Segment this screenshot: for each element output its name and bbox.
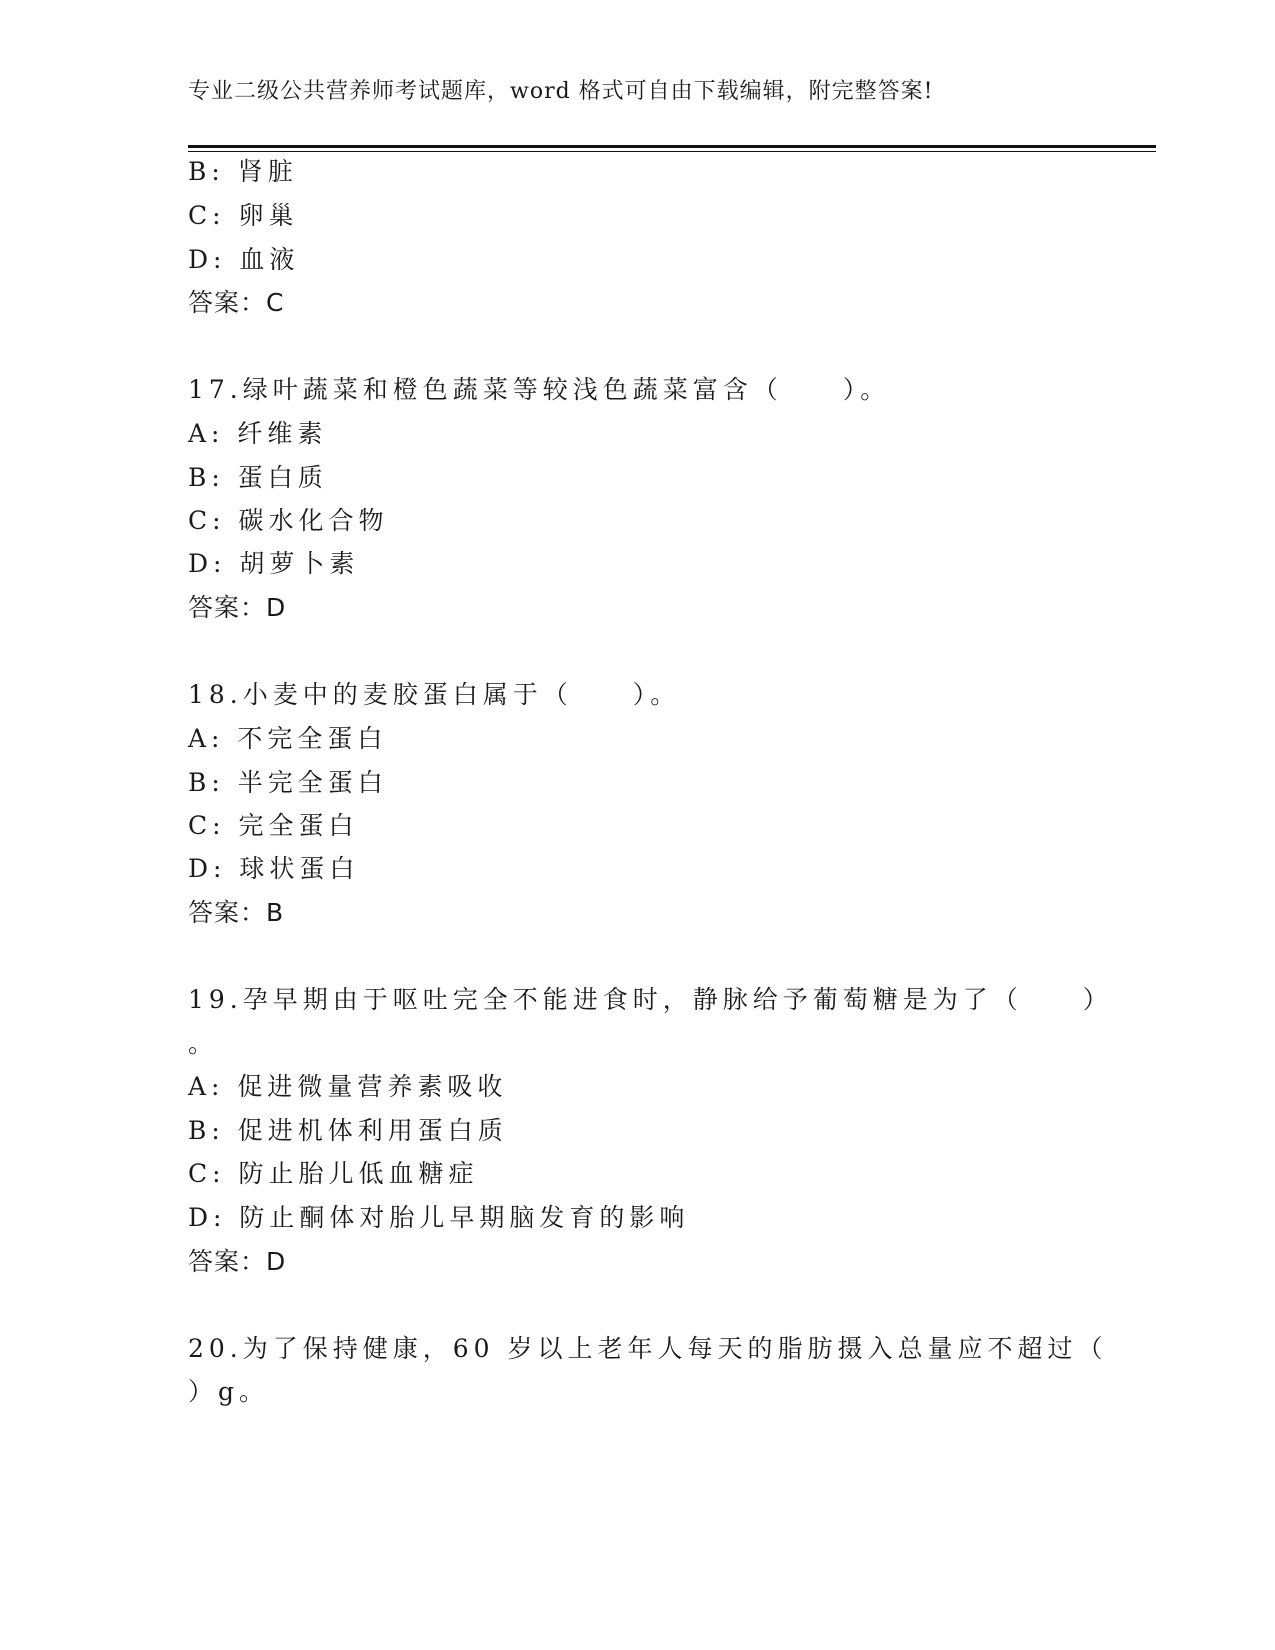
- option-c: C: 卵巢: [188, 201, 299, 230]
- question-17-option-c: C: 碳水化合物: [188, 506, 389, 535]
- question-19-option-c: C: 防止胎儿低血糖症: [188, 1159, 479, 1188]
- question-20-stem: 20.为了保持健康，60 岁以上老年人每天的脂肪摄入总量应不超过（: [188, 1334, 1108, 1363]
- question-17-stem: 17.绿叶蔬菜和橙色蔬菜等较浅色蔬菜富含（ ）。: [188, 375, 891, 404]
- question-18-answer: 答案：B: [188, 898, 285, 927]
- question-19-stem: 19.孕早期由于呕吐完全不能进食时，静脉给予葡萄糖是为了（ ）: [188, 985, 1113, 1014]
- question-17-answer: 答案：D: [188, 593, 287, 622]
- question-17-option-b: B: 蛋白质: [188, 463, 328, 492]
- question-18-option-a: A: 不完全蛋白: [188, 724, 388, 753]
- question-19-option-d: D: 防止酮体对胎儿早期脑发育的影响: [188, 1203, 690, 1232]
- question-18-option-c: C: 完全蛋白: [188, 811, 359, 840]
- header-rule-thin: [188, 151, 1156, 152]
- question-18-option-b: B: 半完全蛋白: [188, 768, 388, 797]
- option-b: B: 肾脏: [188, 157, 298, 186]
- question-18-stem: 18.小麦中的麦胶蛋白属于（ ）。: [188, 680, 681, 709]
- question-19-option-b: B: 促进机体利用蛋白质: [188, 1116, 508, 1145]
- question-19-stem-continued: 。: [188, 1029, 219, 1058]
- question-20-stem-continued: ）g。: [188, 1377, 270, 1406]
- question-19-answer: 答案：D: [188, 1247, 287, 1276]
- question-17-option-d: D: 胡萝卜素: [188, 549, 360, 578]
- page-header: 专业二级公共营养师考试题库，word 格式可自由下载编辑，附完整答案!: [188, 79, 934, 104]
- header-rule-thick: [188, 145, 1156, 148]
- answer-line: 答案：C: [188, 288, 285, 317]
- question-19-option-a: A: 促进微量营养素吸收: [188, 1072, 508, 1101]
- option-d: D: 血液: [188, 245, 300, 274]
- question-18-option-d: D: 球状蛋白: [188, 854, 360, 883]
- question-17-option-a: A: 纤维素: [188, 419, 328, 448]
